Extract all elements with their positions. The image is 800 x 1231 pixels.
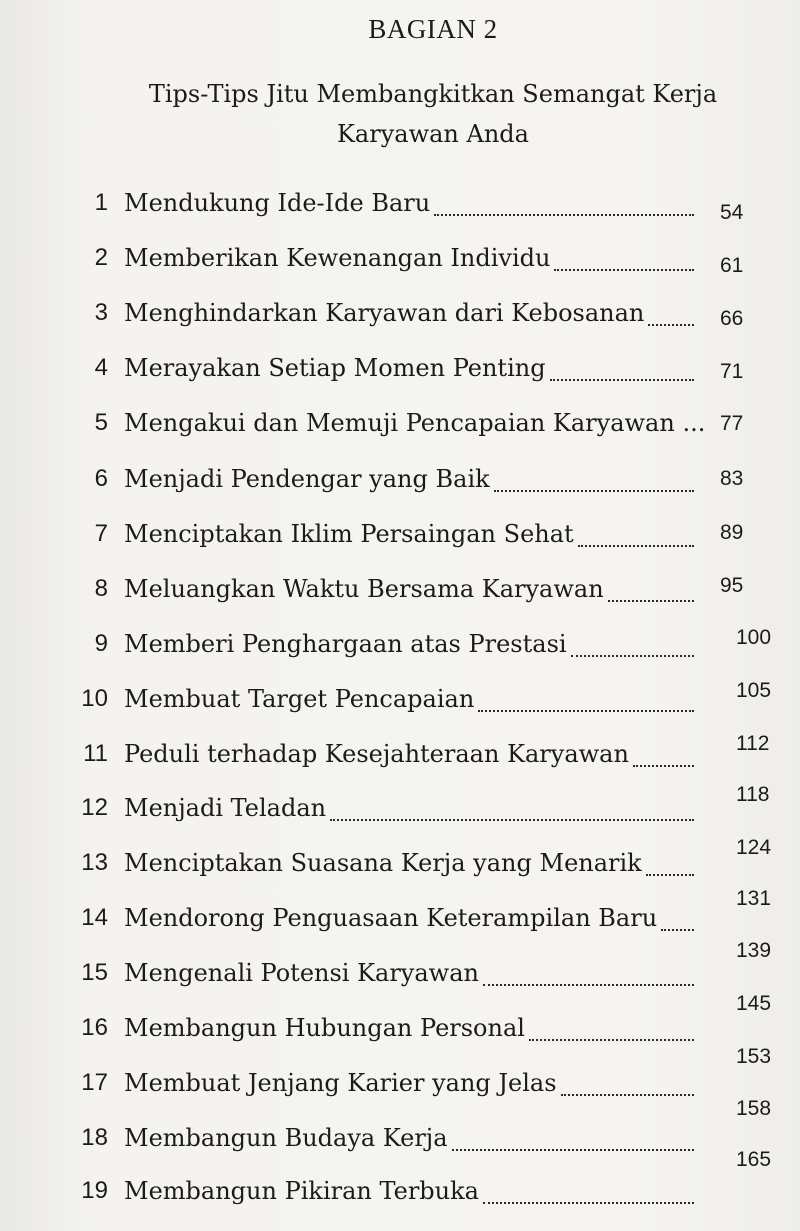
dot-leader	[529, 1005, 694, 1041]
toc-title: Memberikan Kewenangan Individu	[124, 244, 551, 272]
dot-leader	[633, 731, 694, 767]
toc-number: 7	[94, 520, 108, 547]
section-title-line-1: Tips-Tips Jitu Membangkitkan Semangat Kerja	[148, 80, 718, 108]
dot-leader	[483, 950, 694, 986]
dot-leader	[550, 345, 694, 381]
toc-page-number: 100	[736, 626, 772, 649]
toc-page-number: 105	[736, 679, 772, 702]
dot-leader	[554, 235, 694, 271]
toc-title: Mengakui dan Memuji Pencapaian Karyawan ...	[124, 409, 706, 437]
toc-row	[66, 1097, 786, 1161]
toc-row	[66, 462, 786, 502]
toc-number: 4	[94, 354, 108, 381]
dot-leader	[452, 1115, 694, 1151]
toc-title: Membuat Target Pencapaian	[124, 685, 475, 713]
toc-title: Mendukung Ide-Ide Baru	[124, 189, 431, 217]
toc-row	[66, 679, 786, 722]
toc-title: Memberi Penghargaan atas Prestasi	[124, 630, 567, 658]
dot-leader	[561, 1060, 694, 1096]
toc-title: Menjadi Pendengar yang Baik	[124, 465, 490, 493]
toc-number: 18	[81, 1124, 108, 1151]
toc-row	[66, 783, 786, 831]
dot-leader	[578, 511, 694, 547]
toc-row	[66, 732, 786, 777]
dot-leader	[434, 180, 694, 216]
dot-leader	[648, 290, 694, 326]
toc-page-number: 112	[736, 732, 770, 755]
toc-number: 3	[94, 299, 108, 326]
toc-title: Membangun Pikiran Terbuka	[124, 1177, 479, 1205]
toc-title: Menjadi Teladan	[124, 794, 327, 822]
toc-row	[66, 627, 786, 667]
toc-row	[66, 1045, 786, 1106]
toc-title: Mengenali Potensi Karyawan	[124, 959, 479, 987]
toc-page-number: 77	[720, 412, 744, 435]
toc-page-number: 95	[720, 574, 744, 597]
toc-number: 10	[81, 685, 108, 712]
toc-row	[66, 186, 786, 226]
toc-page-number: 54	[720, 201, 744, 224]
dot-leader	[661, 895, 694, 931]
toc-title: Mendorong Penguasaan Keterampilan Baru	[124, 904, 658, 932]
dot-leader	[330, 785, 694, 821]
toc-number: 11	[83, 740, 108, 767]
toc-page-number: 66	[720, 307, 744, 330]
toc-title: Menciptakan Iklim Persaingan Sehat	[124, 520, 574, 548]
toc-row	[66, 887, 786, 941]
toc-number: 1	[94, 189, 108, 216]
toc-title: Membangun Budaya Kerja	[124, 1124, 448, 1152]
toc-page-number: 61	[720, 254, 744, 277]
section-title-line-2: Karyawan Anda	[337, 120, 529, 148]
toc-number: 14	[81, 904, 108, 931]
dot-leader	[571, 621, 694, 657]
toc-number: 6	[94, 465, 108, 492]
toc-title: Meluangkan Waktu Bersama Karyawan	[124, 575, 604, 603]
toc-page-number: 89	[720, 521, 744, 544]
toc-number: 16	[81, 1014, 108, 1041]
toc-page-number: 139	[736, 939, 772, 962]
toc-row	[66, 836, 786, 886]
toc-page-number: 83	[720, 467, 744, 490]
toc-number: 19	[81, 1177, 108, 1204]
toc-title: Merayakan Setiap Momen Penting	[124, 354, 546, 382]
toc-title: Peduli terhadap Kesejahteraan Karyawan	[124, 740, 629, 768]
toc-title: Membangun Hubungan Personal	[124, 1014, 525, 1042]
toc-number: 5	[94, 409, 108, 436]
toc-page-number: 124	[736, 836, 772, 859]
dot-leader	[494, 456, 694, 492]
toc-row	[66, 351, 786, 391]
dot-leader	[478, 676, 694, 712]
section-heading: BAGIAN 2	[368, 14, 498, 44]
toc-page-number: 145	[736, 992, 772, 1015]
dot-leader	[608, 566, 694, 602]
toc-number: 15	[81, 959, 108, 986]
dot-leader	[646, 840, 694, 876]
toc-row	[66, 1148, 786, 1214]
toc-title: Membuat Jenjang Karier yang Jelas	[124, 1069, 557, 1097]
toc-row	[66, 992, 786, 1051]
toc-row	[66, 517, 786, 557]
toc-page-number: 71	[720, 360, 744, 383]
toc-page-number: 165	[736, 1148, 772, 1171]
toc-row	[66, 572, 786, 612]
toc-title: Menghindarkan Karyawan dari Kebosanan	[124, 299, 645, 327]
toc-number: 17	[81, 1069, 108, 1096]
toc-number: 2	[94, 244, 108, 271]
toc-row	[66, 939, 786, 996]
toc-page-number: 118	[736, 783, 770, 806]
toc-row	[66, 296, 786, 336]
toc-page-number: 158	[736, 1097, 772, 1120]
toc-page-number: 131	[736, 887, 772, 910]
toc-row	[66, 406, 786, 446]
toc-title: Menciptakan Suasana Kerja yang Menarik	[124, 849, 642, 877]
dot-leader	[483, 1168, 694, 1204]
toc-row	[66, 241, 786, 281]
toc-number: 12	[81, 794, 108, 821]
toc-number: 13	[81, 849, 108, 876]
toc-number: 8	[94, 575, 108, 602]
toc-page-number: 153	[736, 1045, 772, 1068]
toc-number: 9	[94, 630, 108, 657]
